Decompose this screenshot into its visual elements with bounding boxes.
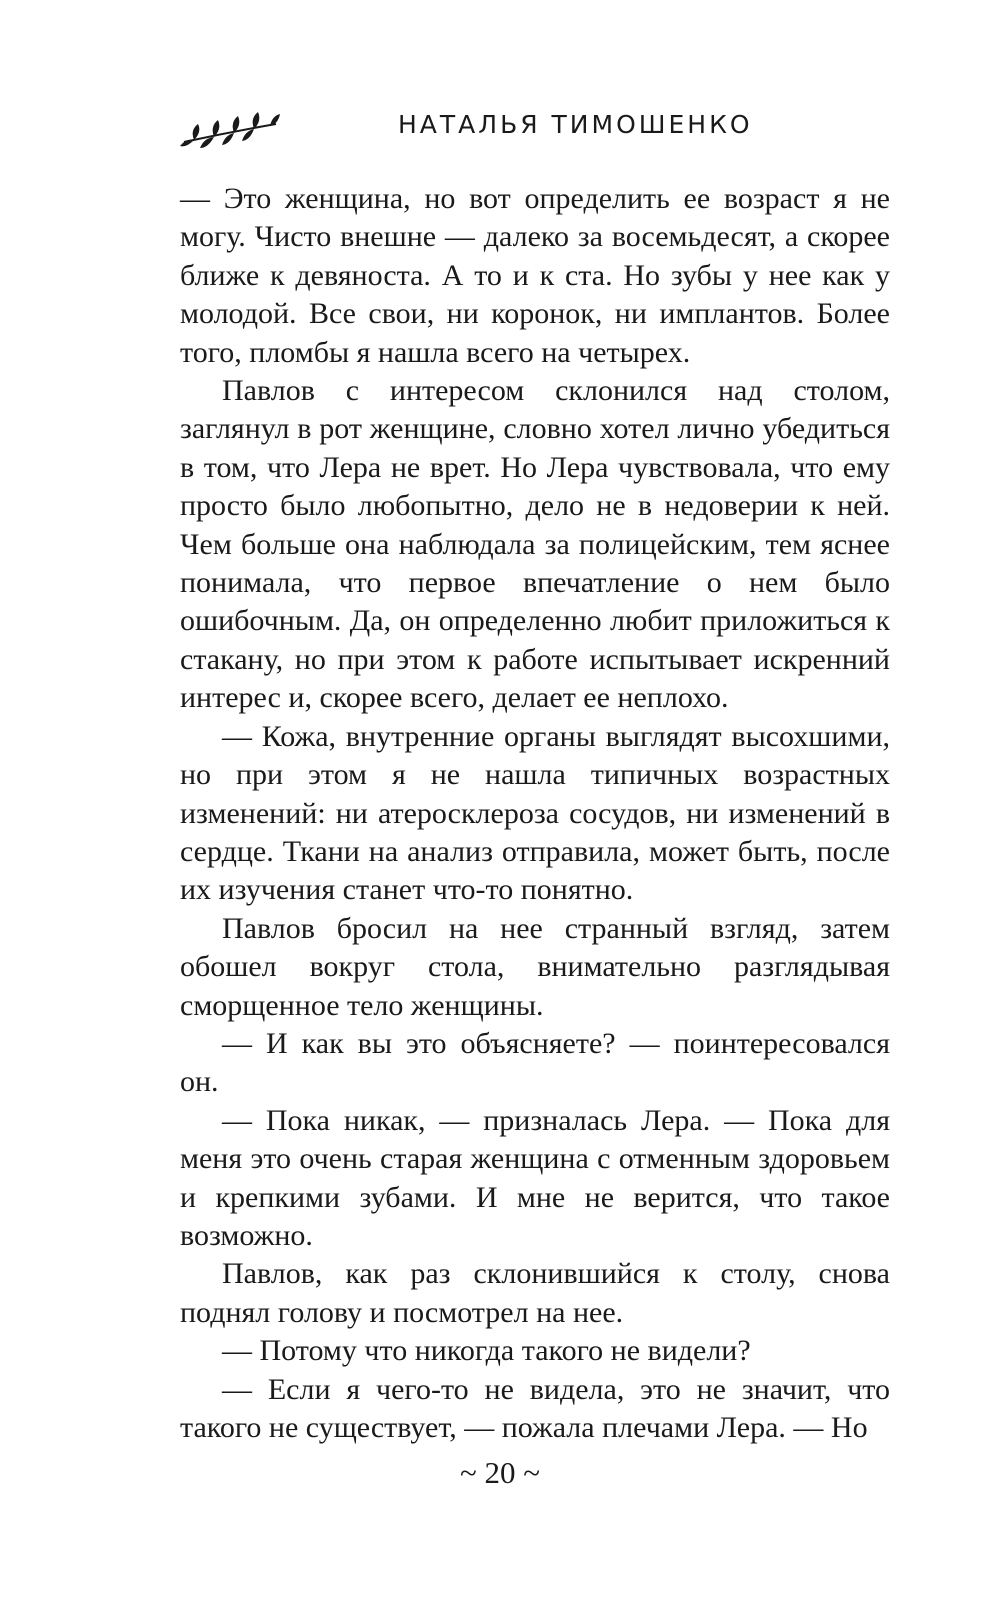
paragraph: — Это женщина, но вот определить ее возраст я не могу. Чисто внешне — далеко за восемьдесят, а скорее ближе к девяноста. А то и к ста. Но зубы у нее как у молодой. Все свои, ни коронок, ни имплантов. Более того, пломбы я нашла всего на четырех.: [180, 182, 890, 369]
paragraph: — Если я чего-то не видела, это не значит, что такого не существует, — пожала плечами Лера. — Но: [180, 1372, 890, 1444]
leaf-branch-icon: [180, 102, 280, 158]
page-number: ~ 20 ~: [459, 1455, 541, 1490]
paragraph: Павлов, как раз склонившийся к столу, снова поднял голову и посмотрел на нее.: [180, 1257, 890, 1329]
paragraph: — Пока никак, — призналась Лера. — Пока для меня это очень старая женщина с отменным здоровьем и крепкими зубами. И мне не верится, что такое возможно.: [180, 1103, 890, 1252]
paragraph: — Потому что никогда такого не видели?: [222, 1334, 751, 1368]
author-name: НАТАЛЬЯ ТИМОШЕНКО: [398, 110, 753, 139]
page-header: [180, 100, 900, 160]
paragraph: Павлов с интересом склонился над столом, заглянул в рот женщине, словно хотел лично убедиться в том, что Лера не врет. Но Лера чувствовала, что ему просто было любопытно, дело не в недоверии к ней. Чем больше она наблюдала за полицейским, тем яснее понимала, что первое впечатление о нем было ошибочным. Да, он определенно любит приложиться к стакану, но при этом к работе испытывает искренний интерес и, скорее всего, делает ее неплохо.: [180, 374, 890, 715]
paragraph: — Кожа, внутренние органы выглядят высохшими, но при этом я не нашла типичных возрастных изменений: ни атеросклероза сосудов, ни изменений в сердце. Ткани на анализ отправила, может быть, после их изучения станет что-то понятно.: [180, 719, 890, 907]
page-body: [180, 180, 890, 1447]
paragraph: Павлов бросил на нее странный взгляд, затем обошел вокруг стола, внимательно разглядывая сморщенное тело женщины.: [180, 911, 890, 1022]
paragraph: — И как вы это объясняете? — поинтересовался он.: [180, 1026, 890, 1099]
